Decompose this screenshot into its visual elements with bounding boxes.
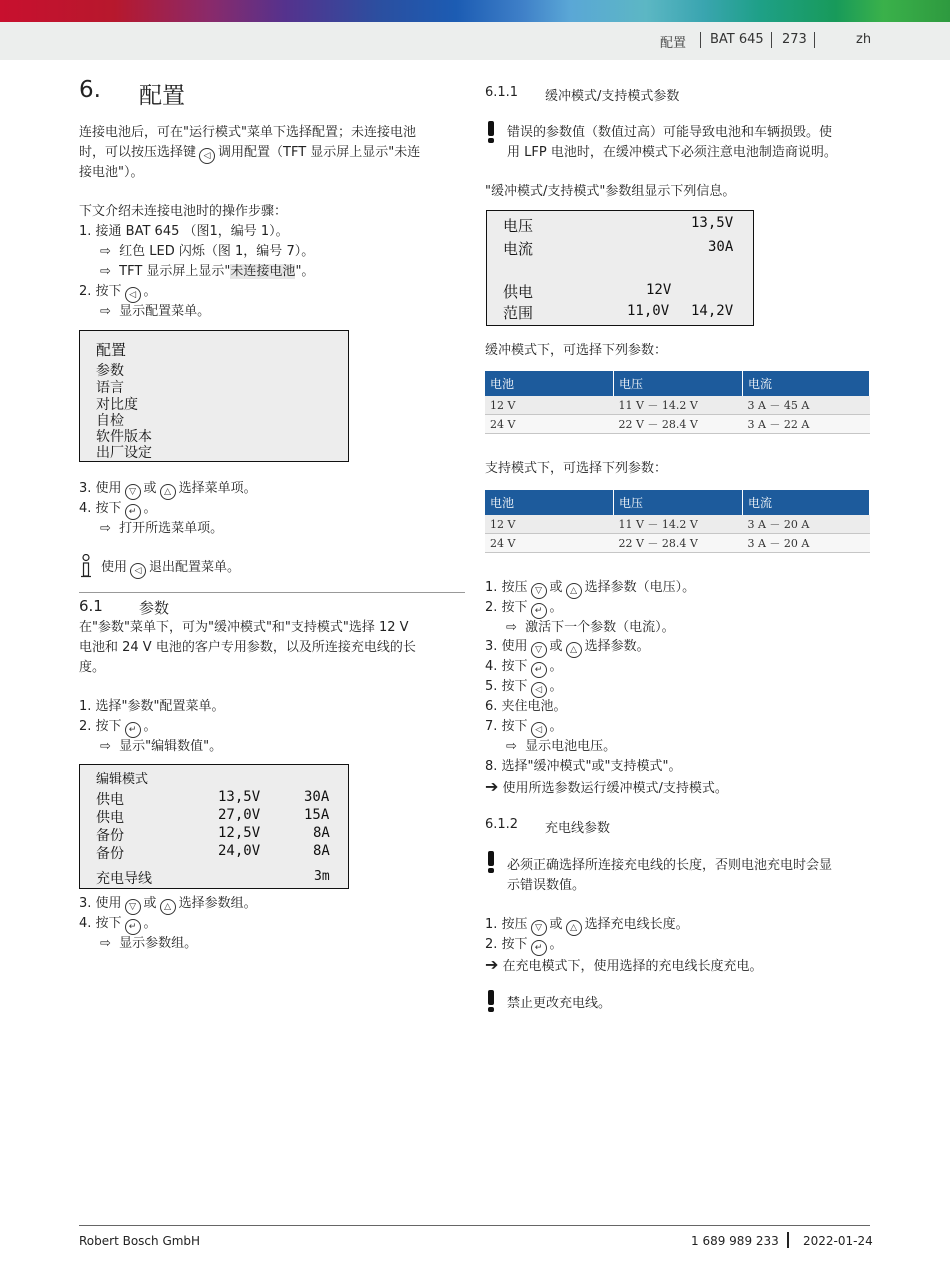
result-arrow-icon: ⇨: [100, 521, 111, 536]
step-result: ⇨ 显示电池电压。: [506, 739, 617, 754]
subsection-title: 缓冲模式/支持模式参数: [545, 89, 680, 104]
footer-date: 2022-01-24: [803, 1234, 873, 1248]
warning-text: 必须正确选择所连接充电线的长度，否则电池充电时会显: [507, 858, 833, 873]
edit-mode-display: [79, 764, 349, 889]
down-key-icon: ▽: [531, 920, 547, 936]
enter-key-icon: ↵: [531, 603, 547, 619]
warning-text: 禁止更改充电线。: [507, 996, 612, 1011]
chapter-number: 6.: [79, 77, 101, 103]
edit-row-current: 8A: [313, 843, 330, 859]
up-key-icon: △: [566, 583, 582, 599]
step-result: ⇨ 红色 LED 闪烁（图 1，编号 7）。: [100, 244, 315, 259]
col-header: 电流: [743, 490, 870, 515]
enter-key-icon: ↵: [125, 504, 141, 520]
intro-line: 时，可以按压选择键 ◁ 调用配置（TFT 显示屏上显示"未连: [79, 143, 420, 164]
step-item: 1. 接通 BAT 645 （图1，编号 1）。: [79, 224, 289, 239]
config-menu-display: [79, 330, 349, 462]
brand-color-strip: [0, 0, 950, 22]
section-text: 电池和 24 V 电池的客户专用参数，以及所连接充电线的长: [79, 640, 416, 655]
buffer-text: 缓冲模式下，可选择下列参数：: [485, 343, 668, 358]
header-section: 配置: [660, 36, 687, 51]
edit-title: 编辑模式: [96, 772, 149, 787]
step-item: 2. 按下 ↵ 。: [485, 598, 563, 619]
col-header: 电池: [485, 490, 614, 515]
current-label: 电流: [503, 240, 534, 258]
range-max: 14,2V: [691, 303, 734, 319]
footer-company: Robert Bosch GmbH: [79, 1234, 201, 1248]
enter-key-icon: ↵: [531, 940, 547, 956]
menu-item: 自检: [96, 413, 124, 429]
step-item: 1. 选择"参数"配置菜单。: [79, 699, 225, 714]
warning-icon: [488, 851, 494, 873]
edit-row-current: 15A: [304, 807, 330, 823]
section-number: 6.1: [79, 597, 103, 615]
step-result: ⇨ 显示参数组。: [100, 936, 198, 951]
footer-separator: [787, 1232, 789, 1248]
support-text: 支持模式下，可选择下列参数：: [485, 461, 668, 476]
voltage-value: 13,5V: [691, 215, 734, 231]
supply-value: 12V: [646, 282, 672, 298]
step-item: 4. 按下 ↵ 。: [79, 914, 157, 935]
edit-row-label: 备份: [96, 828, 124, 844]
step-item: 1. 按压 ▽ 或 △ 选择参数（电压）。: [485, 578, 695, 599]
down-key-icon: ▽: [531, 642, 547, 658]
range-min: 11,0V: [627, 303, 670, 319]
warning-text: 错误的参数值（数值过高）可能导致电池和车辆损毁。使: [507, 125, 833, 140]
section-text: 度。: [79, 660, 106, 675]
back-key-icon: ◁: [130, 563, 146, 579]
cable-value: 3m: [314, 869, 330, 884]
table-row: 12 V 11 V － 14.2 V 3 A － 20 A: [485, 515, 870, 534]
step-item: 1. 按压 ▽ 或 △ 选择充电线长度。: [485, 915, 689, 936]
up-key-icon: △: [566, 642, 582, 658]
subsection-number: 6.1.2: [485, 817, 519, 832]
menu-item: 语言: [96, 380, 124, 396]
table-row: 12 V 11 V － 14.2 V 3 A － 45 A: [485, 396, 870, 415]
header-product: BAT 645: [710, 32, 764, 47]
menu-item: 参数: [96, 363, 124, 379]
buffer-mode-display: [486, 210, 754, 326]
edit-row-current: 8A: [313, 825, 330, 841]
result-arrow-icon: ⇨: [100, 264, 111, 279]
result-arrow-icon: ⇨: [100, 936, 111, 951]
supply-label: 供电: [503, 283, 534, 301]
chapter-title: 配置: [139, 83, 185, 109]
warning-text: 用 LFP 电池时，在缓冲模式下必须注意电池制造商说明。: [507, 145, 837, 160]
buffer-params-table: [485, 371, 870, 434]
info-note: 使用 ◁ 退出配置菜单。: [101, 558, 240, 579]
step-result: ⇨ 打开所选菜单项。: [100, 521, 224, 536]
header-separator: [814, 32, 815, 48]
step-item: 8. 选择"缓冲模式"或"支持模式"。: [485, 759, 682, 774]
edit-row-label: 供电: [96, 792, 124, 808]
header-separator: [700, 32, 701, 48]
col-header: 电池: [485, 371, 614, 396]
warning-icon: [488, 121, 494, 143]
step-item: 2. 按下 ↵ 。: [79, 717, 157, 738]
cable-label: 充电导线: [96, 871, 152, 887]
edit-row-label: 供电: [96, 810, 124, 826]
back-key-icon: ◁: [125, 287, 141, 303]
step-result: ⇨ TFT 显示屏上显示"未连接电池"。: [100, 264, 315, 279]
step-item: 4. 按下 ↵ 。: [485, 657, 563, 678]
edit-row-label: 备份: [96, 846, 124, 862]
result-arrow-icon: ➔: [485, 777, 499, 796]
subsection-title: 充电线参数: [545, 821, 611, 836]
result-arrow-icon: ⇨: [100, 304, 111, 319]
edit-row-voltage: 13,5V: [218, 789, 261, 805]
step-item: 3. 使用 ▽ 或 △ 选择参数组。: [79, 894, 257, 915]
up-key-icon: △: [160, 899, 176, 915]
footer-rule: [79, 1225, 870, 1226]
back-key-icon: ◁: [531, 722, 547, 738]
down-key-icon: ▽: [125, 484, 141, 500]
step-item: 7. 按下 ◁ 。: [485, 717, 563, 738]
edit-row-voltage: 24,0V: [218, 843, 261, 859]
step-result: ⇨ 激活下一个参数（电流）。: [506, 620, 675, 635]
edit-row-voltage: 27,0V: [218, 807, 261, 823]
header-separator: [771, 32, 772, 48]
info-icon: [80, 554, 92, 582]
step-item: 5. 按下 ◁ 。: [485, 677, 563, 698]
table-row: 24 V 22 V － 28.4 V 3 A － 20 A: [485, 534, 870, 553]
back-key-icon: ◁: [199, 148, 215, 164]
menu-item: 对比度: [96, 397, 138, 413]
header-lang: zh: [856, 32, 872, 47]
section-text: 在"参数"菜单下，可为"缓冲模式"和"支持模式"选择 12 V: [79, 620, 409, 635]
edit-row-current: 30A: [304, 789, 330, 805]
edit-row-voltage: 12,5V: [218, 825, 261, 841]
final-result: ➔ 在充电模式下，使用选择的充电线长度充电。: [485, 955, 763, 974]
current-value: 30A: [708, 239, 734, 255]
group-text: "缓冲模式/支持模式"参数组显示下列信息。: [485, 184, 736, 199]
result-arrow-icon: ⇨: [100, 244, 111, 259]
step-item: 4. 按下 ↵ 。: [79, 499, 157, 520]
footer-docnum: 1 689 989 233: [691, 1234, 779, 1248]
back-key-icon: ◁: [531, 682, 547, 698]
down-key-icon: ▽: [531, 583, 547, 599]
result-arrow-icon: ⇨: [100, 739, 111, 754]
menu-item: 软件版本: [96, 429, 152, 445]
result-arrow-icon: ⇨: [506, 620, 517, 635]
warning-icon: [488, 990, 494, 1012]
menu-item: 出厂设定: [96, 445, 152, 461]
intro-line: 连接电池后，可在"运行模式"菜单下选择配置；未连接电池: [79, 125, 416, 140]
step-result: ⇨ 显示配置菜单。: [100, 304, 211, 319]
col-header: 电流: [743, 371, 870, 396]
section-title: 参数: [139, 599, 170, 617]
enter-key-icon: ↵: [531, 662, 547, 678]
page-header: [0, 22, 950, 60]
col-header: 电压: [614, 490, 743, 515]
header-page: 273: [782, 32, 807, 47]
menu-title: 配置: [96, 341, 127, 359]
intro-line: 接电池"）。: [79, 165, 144, 180]
result-arrow-icon: ➔: [485, 955, 499, 974]
voltage-label: 电压: [503, 217, 534, 235]
range-label: 范围: [503, 304, 534, 322]
col-header: 电压: [614, 371, 743, 396]
up-key-icon: △: [160, 484, 176, 500]
enter-key-icon: ↵: [125, 919, 141, 935]
up-key-icon: △: [566, 920, 582, 936]
support-params-table: [485, 490, 870, 553]
step-item: 3. 使用 ▽ 或 △ 选择参数。: [485, 637, 650, 658]
warning-text: 示错误数值。: [507, 878, 586, 893]
down-key-icon: ▽: [125, 899, 141, 915]
enter-key-icon: ↵: [125, 722, 141, 738]
step-item: 6. 夹住电池。: [485, 699, 567, 714]
step-item: 2. 按下 ↵ 。: [485, 935, 563, 956]
subsection-number: 6.1.1: [485, 85, 519, 100]
step-item: 3. 使用 ▽ 或 △ 选择菜单项。: [79, 479, 257, 500]
result-arrow-icon: ⇨: [506, 739, 517, 754]
step-item: 2. 按下 ◁ 。: [79, 282, 157, 303]
step-result: ⇨ 显示"编辑数值"。: [100, 739, 223, 754]
table-row: 24 V 22 V － 28.4 V 3 A － 22 A: [485, 415, 870, 434]
final-result: ➔ 使用所选参数运行缓冲模式/支持模式。: [485, 777, 728, 796]
section-divider: [79, 592, 465, 593]
steps-intro: 下文介绍未连接电池时的操作步骤：: [79, 204, 288, 219]
